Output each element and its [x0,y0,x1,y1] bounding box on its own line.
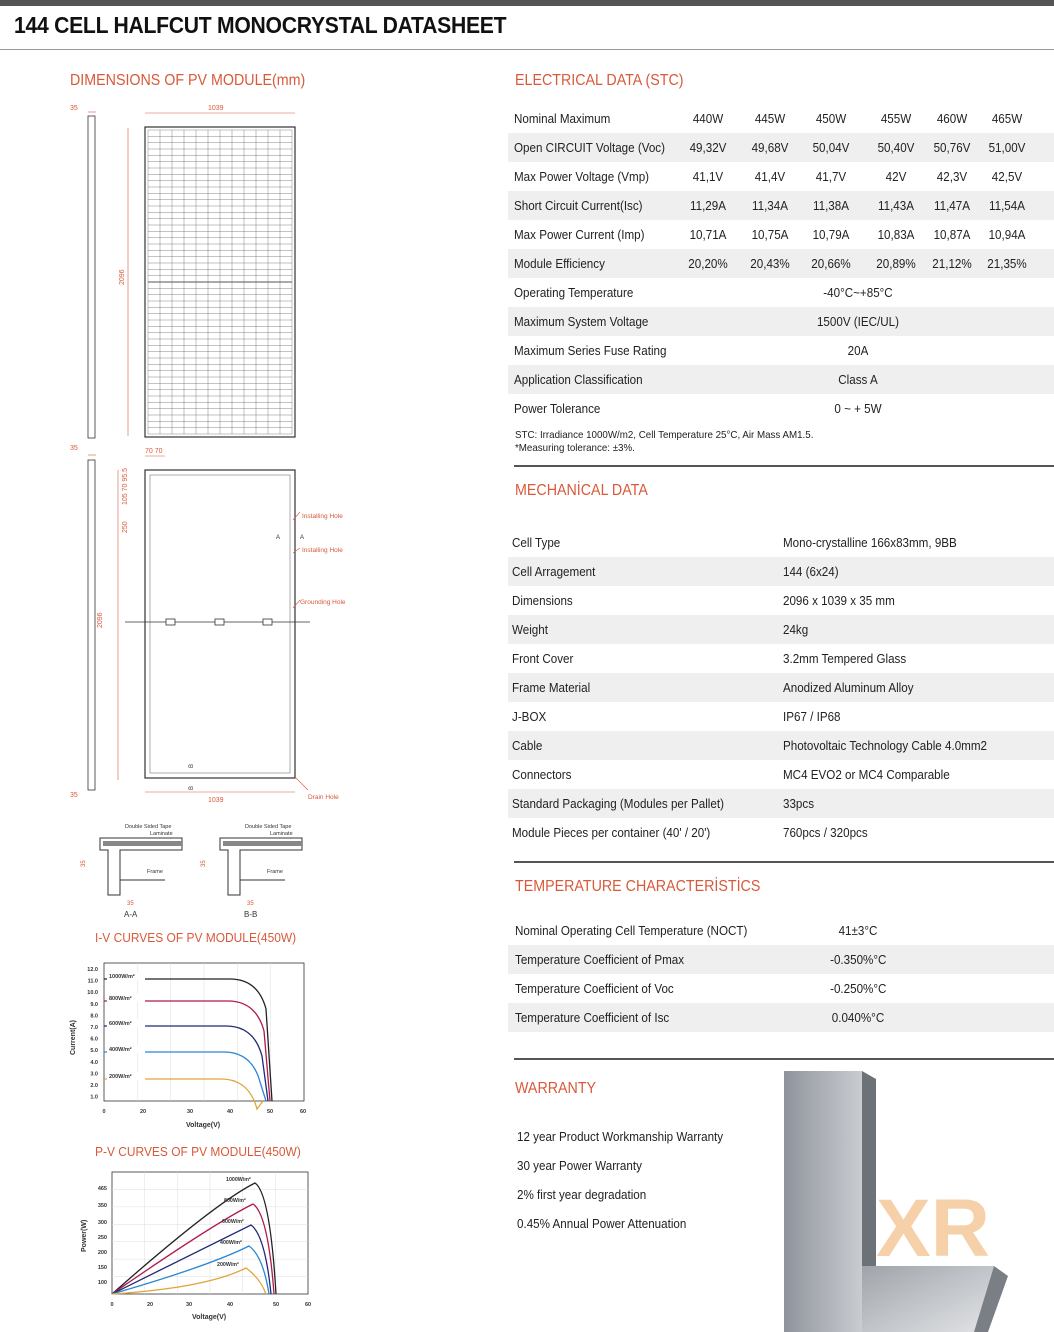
temperature-row [508,1003,1054,1032]
mechanical-row-label: Module Pieces per container (40' / 20') [512,826,711,840]
lxr-logo-icon [784,1071,1054,1332]
aa-depth-label: 35 [81,860,87,867]
electrical-cell: 11,34A [751,199,788,213]
iv-series-label: 200W/m² [109,1074,132,1080]
electrical-cell: 20,43% [750,257,790,271]
iv-series-label: 600W/m² [109,1021,132,1027]
mechanical-row-value: 760pcs / 320pcs [783,826,868,840]
pv-series-label: 200W/m² [217,1262,239,1268]
pv-x-tick: 0 [110,1302,114,1308]
electrical-cell: 41,1V [692,170,724,184]
warranty-heading: WARRANTY [515,1080,597,1097]
pv-series-label: 800W/m² [224,1198,246,1204]
section-a-label: A [276,535,281,541]
temperature-divider [514,1058,1054,1060]
mechanical-table [508,528,1054,847]
side-depth-label: 35 [70,105,78,112]
rear-height-label: 2096 [97,612,104,628]
iv-curves-heading: I-V CURVES OF PV MODULE(450W) [95,930,297,945]
iv-x-tick: 0 [102,1109,106,1115]
left-dims-label: 105 70 95.5 [122,468,129,505]
electrical-row-value: 1500V (IEC/UL) [816,315,900,329]
bb-label: B-B [244,910,258,919]
logo-base-bar [862,1266,994,1332]
iv-xlabel: Voltage(V) [186,1122,221,1129]
electrical-row [508,249,1054,278]
temperature-row-label: Nominal Operating Cell Temperature (NOCT) [515,924,748,938]
pv-x-tick: 40 [226,1302,234,1308]
temperature-row-value: 0.040%°C [831,1011,885,1025]
electrical-row [508,191,1054,220]
iv-y-tick: 2.0 [90,1083,98,1089]
temperature-row-value: -0.350%°C [830,953,887,967]
iv-y-tick: 8.0 [90,1013,98,1020]
electrical-cell: 10,94A [988,228,1026,242]
electrical-row-label: Module Efficiency [514,257,605,271]
mechanical-row-value: Photovoltaic Technology Cable 4.0mm2 [783,739,987,753]
iv-curve-chart [70,963,306,1129]
electrical-cell: 20,89% [876,257,916,271]
mechanical-row [508,644,1054,673]
mechanical-row-value: IP67 / IP68 [783,710,841,724]
temperature-heading: TEMPERATURE CHARACTERİSTİCS [515,878,761,895]
electrical-cell: 50,76V [933,141,971,155]
electrical-cell: 10,83A [877,228,915,242]
warranty-item: 12 year Product Workmanship Warranty [517,1130,724,1144]
electrical-cell: 11,29A [689,199,726,213]
mechanical-row-value: 33pcs [783,797,815,811]
iv-series-label: 800W/m² [109,996,132,1002]
pv-series-label: 1000W/m² [226,1177,251,1183]
electrical-cell: 465W [991,112,1023,126]
mechanical-row-label: Cell Type [512,536,561,550]
mechanical-row-label: Dimensions [512,594,573,608]
pv-ylabel: Power(W) [81,1219,88,1252]
electrical-cell: 455W [880,112,912,126]
mechanical-row [508,673,1054,702]
electrical-row-label: Short Circuit Current(Isc) [514,199,643,213]
iv-y-tick: 11.0 [87,978,98,985]
electrical-row-label: Maximum System Voltage [514,315,649,329]
hole-spacing-label: 70 70 [145,448,163,455]
stc-note [515,429,813,455]
electrical-cell: 10,71A [689,228,727,242]
mechanical-row [508,586,1054,615]
mechanical-row [508,818,1054,847]
electrical-table [508,104,1054,423]
electrical-cell: 42V [885,170,907,184]
electrical-row [508,162,1054,191]
temperature-table [508,916,1054,1032]
mechanical-heading: MECHANİCAL DATA [515,482,648,499]
installing-hole-label-1: Installing Hole [302,513,343,520]
pv-y-tick: 200 [97,1250,107,1256]
electrical-row-label: Application Classification [514,373,643,387]
bb-laminate-label: Laminate [270,831,293,837]
mechanical-row [508,731,1054,760]
pv-curve-chart [81,1172,311,1321]
iv-x-tick: 30 [186,1109,194,1115]
section-bb-drawing [201,824,302,919]
module-drawings [0,60,346,1332]
electrical-row [508,220,1054,249]
rear-view-drawing [70,445,346,804]
electrical-row-label: Maximum Series Fuse Rating [514,344,667,358]
electrical-cell: 49,32V [689,141,727,155]
mechanical-row [508,760,1054,789]
temperature-row [508,945,1054,974]
pv-y-tick: 350 [97,1203,107,1209]
iv-y-tick: 12.0 [87,967,98,973]
electrical-cell: 10,87A [933,228,971,242]
pv-xlabel: Voltage(V) [192,1314,227,1321]
pv-x-tick: 20 [146,1302,154,1308]
mechanical-row [508,557,1054,586]
mechanical-row-value: 24kg [783,623,809,637]
rear-depth-label: 35 [70,445,78,452]
electrical-span-row [508,336,1054,365]
pv-curves-heading: P-V CURVES OF PV MODULE(450W) [95,1144,301,1159]
electrical-cell: 11,43A [877,199,914,213]
electrical-heading: ELECTRICAL DATA (STC) [515,72,684,89]
electrical-cell: 51,00V [988,141,1026,155]
top-bar [0,0,1054,6]
mechanical-divider [514,861,1054,863]
rear-width-label: 1039 [208,797,224,804]
rear-side-profile [88,460,95,790]
mechanical-row-label: Standard Packaging (Modules per Pallet) [512,797,724,811]
electrical-row-value: Class A [838,373,878,387]
electrical-cell: 21,35% [987,257,1027,271]
iv-y-tick: 3.0 [90,1071,98,1078]
mechanical-row-label: Connectors [512,768,572,782]
electrical-cell: 11,54A [988,199,1025,213]
electrical-cell: 11,38A [812,199,849,213]
electrical-cell: 21,12% [932,257,972,271]
mechanical-row-value: 144 (6x24) [783,565,839,579]
dim-250-label: 250 [122,521,129,533]
electrical-cell: 41,7V [815,170,847,184]
iv-series-label: 1000W/m² [109,974,135,980]
electrical-cell: 445W [754,112,786,126]
iv-x-tick: 40 [226,1109,234,1115]
electrical-cell: 49,68V [751,141,789,155]
mechanical-row-label: Cable [512,739,543,753]
section-b-label: B [189,763,195,768]
iv-x-tick: 60 [299,1109,307,1115]
stc-note-line1: STC: Irradiance 1000W/m2, Cell Temperature 25°C, Air Mass AM1.5. [515,429,814,441]
electrical-row-label: Operating Temperature [514,286,634,300]
iv-x-tick: 50 [266,1109,274,1115]
electrical-row-label: Max Power Current (Imp) [514,228,645,242]
iv-x-tick: 20 [139,1109,147,1115]
pv-x-tick: 60 [304,1302,312,1308]
electrical-cell: 20,20% [688,257,728,271]
iv-y-tick: 1.0 [90,1094,98,1101]
page-title: 144 CELL HALFCUT MONOCRYSTAL DATASHEET [14,12,507,38]
iv-y-tick: 6.0 [90,1036,98,1043]
pv-y-tick: 300 [97,1220,107,1226]
aa-frame-label: Frame [147,869,163,875]
electrical-cell: 50,40V [877,141,915,155]
electrical-cell: 440W [692,112,724,126]
electrical-row [508,133,1054,162]
pv-y-tick: 250 [97,1235,107,1241]
warranty-item: 0.45% Annual Power Attenuation [517,1217,687,1231]
electrical-row-label: Open CIRCUIT Voltage (Voc) [514,141,665,155]
electrical-cell: 10,79A [812,228,850,242]
mechanical-row [508,615,1054,644]
mechanical-row-value: MC4 EVO2 or MC4 Comparable [783,768,950,782]
electrical-span-row [508,307,1054,336]
pv-series-label: 600W/m² [222,1219,244,1225]
dimensions-heading: DIMENSIONS OF PV MODULE(mm) [70,72,306,89]
temperature-row [508,916,1054,945]
side-profile [88,116,95,438]
electrical-row-label: Max Power Voltage (Vmp) [514,170,650,184]
electrical-span-row [508,394,1054,423]
mechanical-row-label: Frame Material [512,681,591,695]
installing-hole-label-2: Installing Hole [302,547,343,554]
section-a-label-2: A [300,535,305,541]
iv-y-tick: 5.0 [90,1048,98,1055]
logo-vertical-bar [784,1071,862,1332]
logo-text: XR [876,1183,990,1274]
warranty-item: 2% first year degradation [517,1188,647,1202]
title-divider [0,49,1054,50]
iv-series-label: 400W/m² [109,1047,132,1053]
aa-laminate-label: Laminate [150,831,173,837]
height-label: 2096 [119,269,126,285]
width-label: 1039 [208,105,224,112]
mechanical-row-label: Weight [512,623,548,637]
electrical-cell: 50,04V [812,141,850,155]
iv-ylabel: Current(A) [70,1020,77,1055]
electrical-cell: 42,3V [936,170,968,184]
bb-depth-label: 35 [201,860,207,867]
bb-frame-label: Frame [267,869,283,875]
front-view-drawing [70,105,295,438]
temperature-row-value: 41±3°C [838,924,878,938]
electrical-cell: 11,47A [933,199,970,213]
section-b-label-2: B [189,785,195,790]
bb-width-label: 35 [247,901,254,907]
aa-width-label: 35 [127,901,134,907]
mechanical-row-label: Front Cover [512,652,574,666]
pv-y-tick: 150 [97,1265,107,1271]
mechanical-row-value: Anodized Aluminum Alloy [783,681,914,695]
iv-y-tick: 4.0 [90,1059,98,1066]
electrical-span-row [508,278,1054,307]
electrical-divider [514,465,1054,467]
electrical-cell: 460W [936,112,968,126]
pv-x-tick: 50 [272,1302,280,1308]
mechanical-row-value: 3.2mm Tempered Glass [783,652,907,666]
bb-tape-label: Double Sided Tape [245,824,292,830]
mechanical-row [508,789,1054,818]
pv-y-tick: 100 [97,1280,107,1286]
electrical-cell: 10,75A [751,228,789,242]
temperature-row-label: Temperature Coefficient of Pmax [515,953,685,967]
electrical-row-value: 20A [847,344,869,358]
grounding-hole-label: Grounding Hole [300,599,346,606]
electrical-row-value: 0 ~ + 5W [834,402,882,416]
stc-note-line2: *Measuring tolerance: ±3%. [515,442,635,454]
mechanical-row-label: Cell Arragement [512,565,596,579]
electrical-row [508,104,1054,133]
electrical-cell: 41,4V [754,170,786,184]
electrical-cell: 450W [815,112,847,126]
iv-y-tick: 7.0 [90,1025,98,1031]
aa-label: A-A [124,910,138,919]
electrical-row-label: Power Tolerance [514,402,601,416]
electrical-row-label: Nominal Maximum [514,112,611,126]
aa-tape-label: Double Sided Tape [125,824,172,830]
mechanical-row-label: J-BOX [512,710,547,724]
pv-series-label: 400W/m² [220,1240,242,1246]
temperature-row-label: Temperature Coefficient of Isc [515,1011,670,1025]
electrical-cell: 42,5V [991,170,1023,184]
mechanical-row [508,528,1054,557]
temperature-row-value: -0.250%°C [830,982,887,996]
section-aa-drawing [81,824,182,919]
temperature-row-label: Temperature Coefficient of Voc [515,982,674,996]
mechanical-row [508,702,1054,731]
iv-y-tick: 9.0 [90,1001,98,1008]
electrical-span-row [508,365,1054,394]
mechanical-row-value: Mono-crystalline 166x83mm, 9BB [783,536,957,550]
drain-hole-label: Drain Hole [308,794,339,801]
electrical-cell: 20,66% [811,257,851,271]
mechanical-row-value: 2096 x 1039 x 35 mm [783,594,895,608]
pv-y-tick: 465 [97,1186,107,1192]
iv-y-tick: 10.0 [87,990,98,997]
temperature-row [508,974,1054,1003]
electrical-row-value: -40°C~+85°C [823,286,893,300]
pv-x-tick: 30 [185,1302,193,1308]
bottom-depth-label: 35 [70,792,78,799]
warranty-item: 30 year Power Warranty [517,1159,642,1173]
